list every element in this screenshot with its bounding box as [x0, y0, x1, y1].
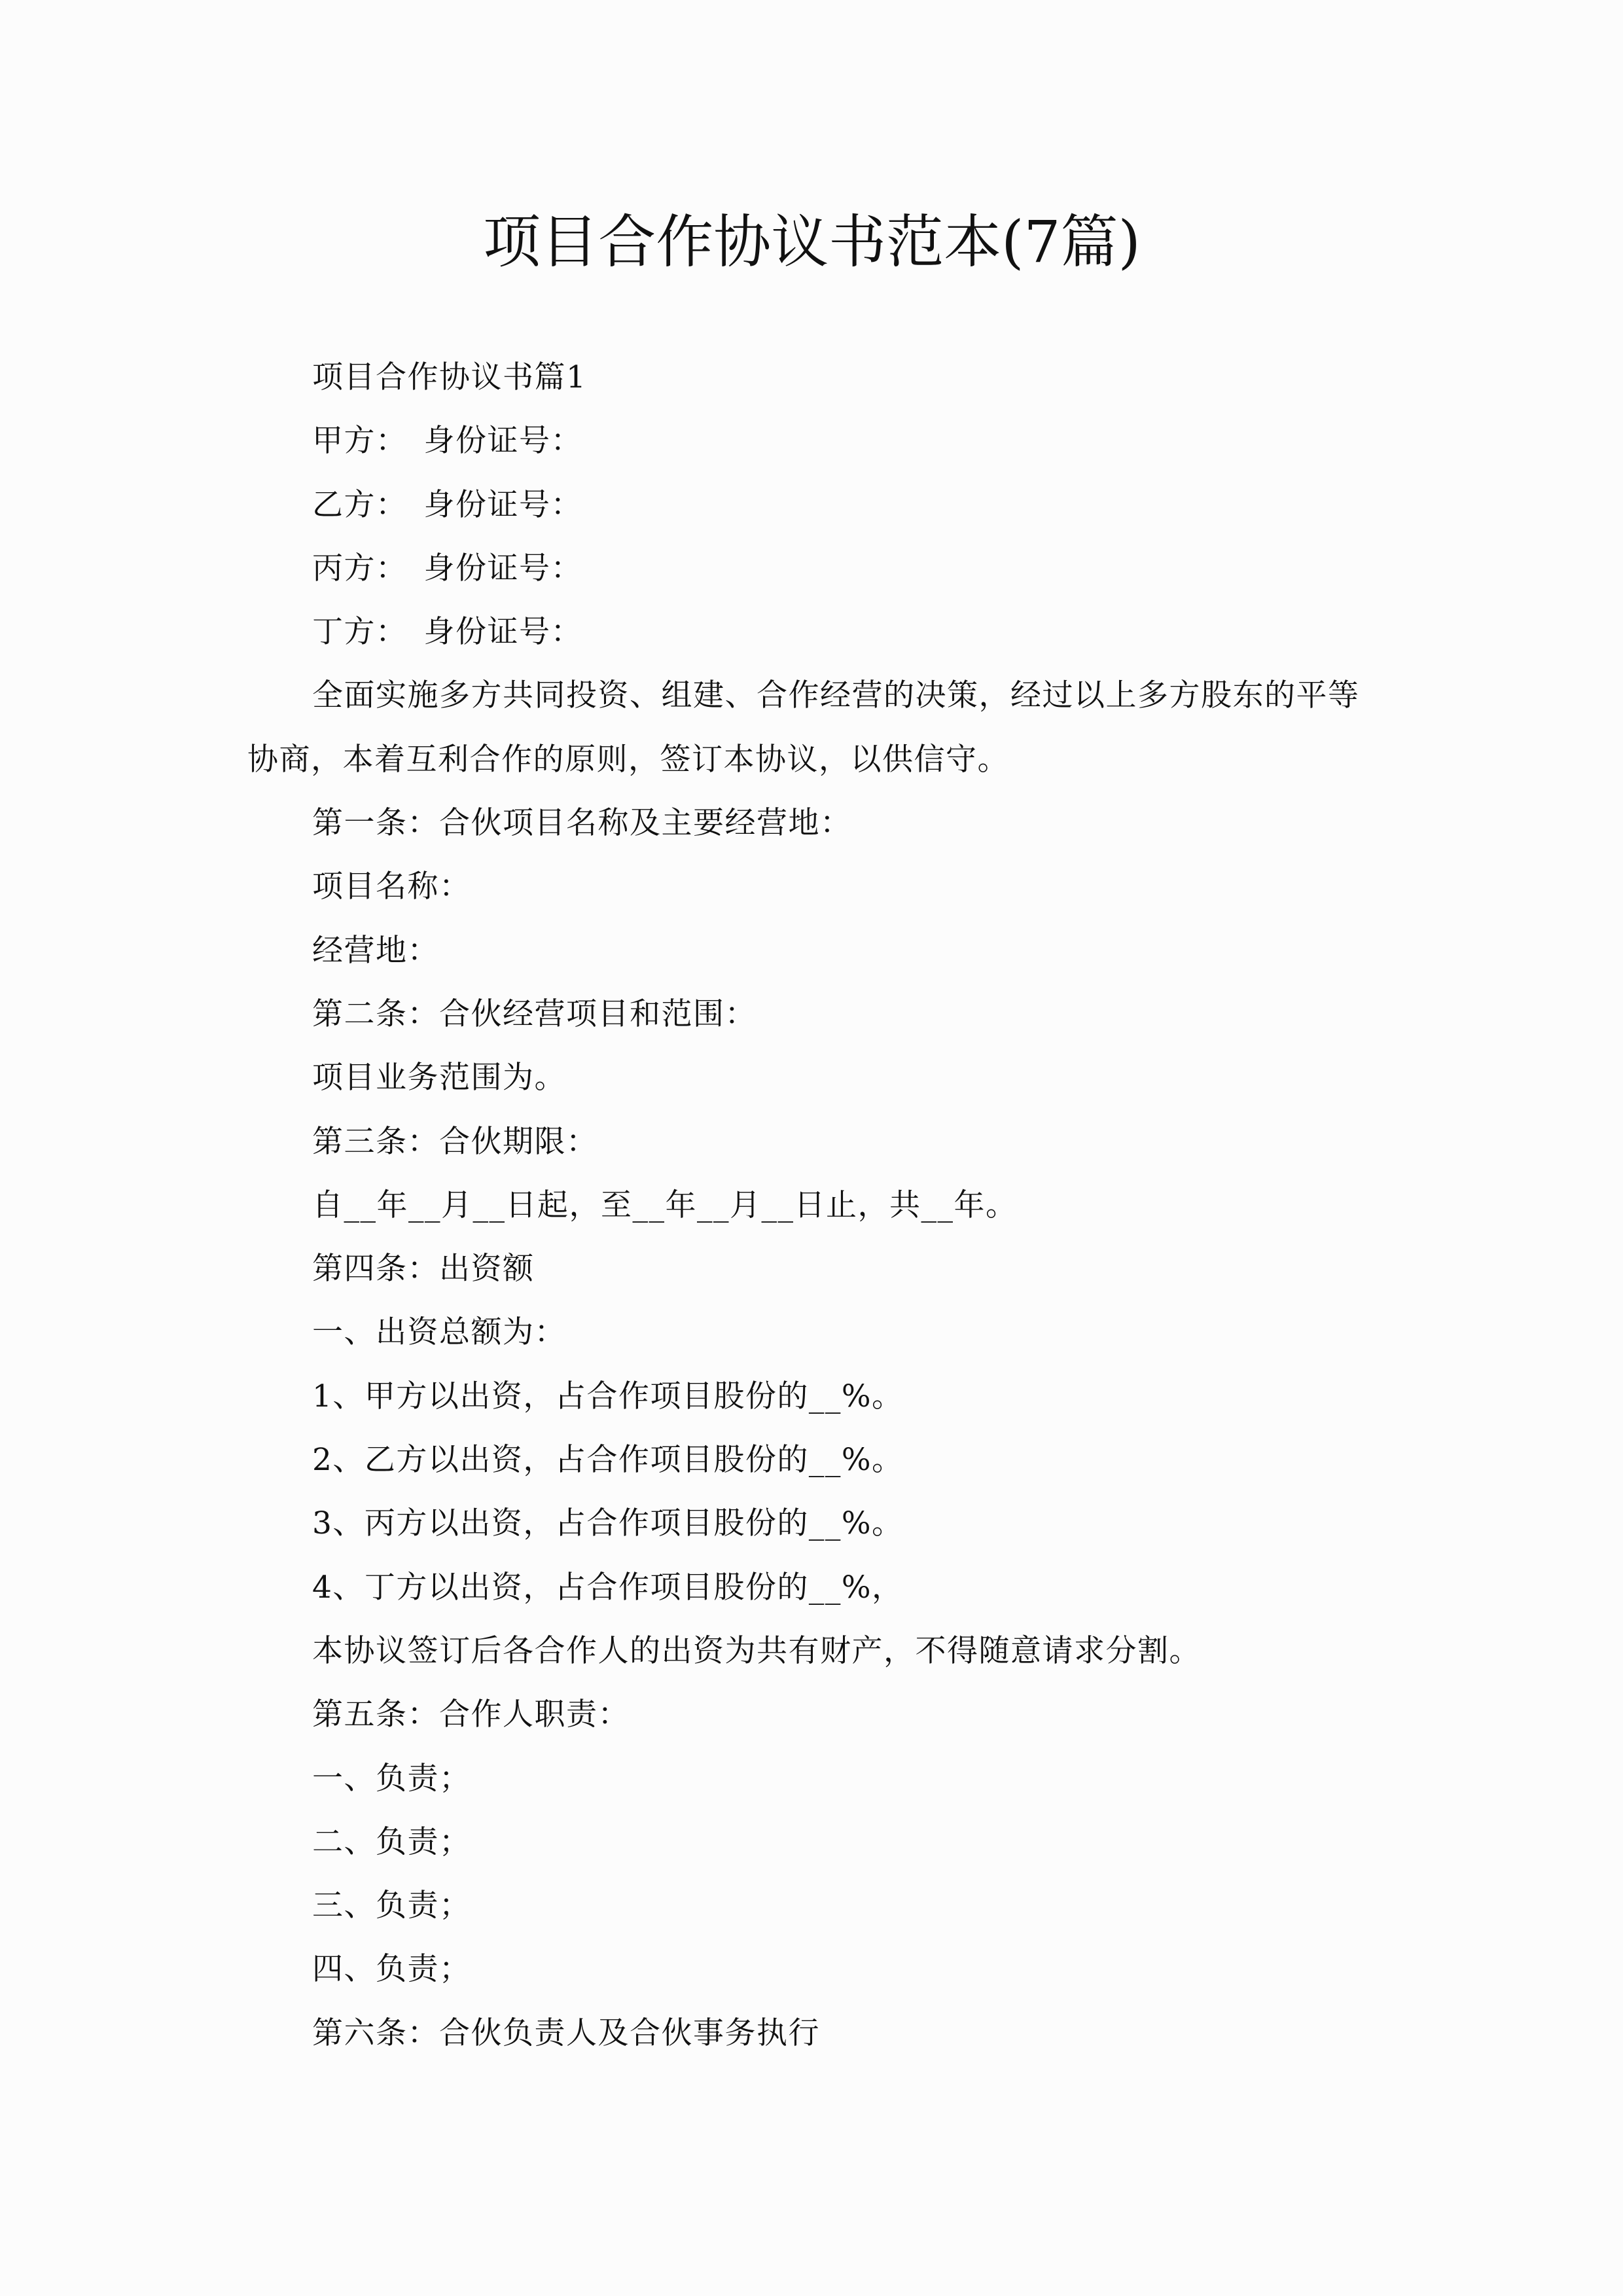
article-3-heading: 第三条：合伙期限：	[312, 1123, 598, 1160]
party-c-line: 丙方： 身份证号：	[312, 550, 582, 586]
duty-item-2: 二、负责；	[312, 1823, 471, 1860]
document-body	[247, 346, 1376, 2065]
investment-item-4: 4、丁方以出资，占合作项目股份的__%，	[312, 1569, 904, 1605]
article-4-heading: 第四条：出资额	[312, 1251, 535, 1287]
document-title: 项目合作协议书范本(7篇)	[483, 208, 1141, 276]
joint-property-clause: 本协议签订后各合作人的出资为共有财产，不得随意请求分割。	[312, 1632, 1201, 1669]
article-2-heading: 第二条：合伙经营项目和范围：	[312, 996, 757, 1032]
party-d-line: 丁方： 身份证号：	[312, 614, 582, 651]
duty-item-1: 一、负责；	[312, 1760, 471, 1797]
location-line: 经营地：	[312, 932, 439, 969]
article-5-heading: 第五条：合作人职责：	[312, 1696, 630, 1733]
duty-item-4: 四、负责；	[312, 1951, 471, 1988]
party-b-line: 乙方： 身份证号：	[312, 486, 582, 523]
investment-item-3: 3、丙方以出资，占合作项目股份的__%。	[312, 1505, 904, 1542]
total-investment-line: 一、出资总额为：	[312, 1314, 566, 1351]
party-a-line: 甲方： 身份证号：	[312, 423, 582, 459]
investment-item-1: 1、甲方以出资，占合作项目股份的__%。	[312, 1378, 904, 1414]
section-heading: 项目合作协议书篇1	[312, 359, 587, 395]
term-line: 自__年__月__日起，至__年__月__日止，共__年。	[312, 1187, 1018, 1223]
article-1-heading: 第一条：合伙项目名称及主要经营地：	[312, 805, 852, 842]
article-6-heading: 第六条：合伙负责人及合伙事务执行	[312, 2015, 820, 2051]
business-scope-line: 项目业务范围为。	[312, 1060, 566, 1096]
investment-item-2: 2、乙方以出资，占合作项目股份的__%。	[312, 1442, 904, 1479]
duty-item-3: 三、负责；	[312, 1888, 471, 1924]
project-name-line: 项目名称：	[312, 869, 471, 905]
preamble-paragraph: 全面实施多方共同投资、组建、合作经营的决策，经过以上多方股东的平等协商，本着互利合作的原则，签订本协议，以供信守。	[247, 677, 1360, 778]
